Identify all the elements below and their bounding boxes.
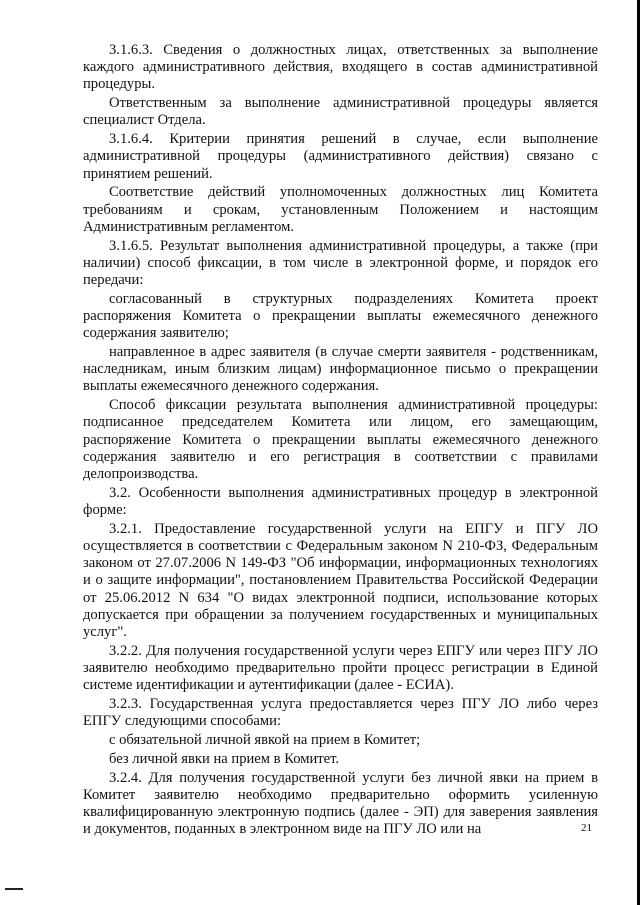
paragraph-compliance: Соответствие действий уполномоченных должностных лиц Комитета требованиям и срокам, установленным Положением и настоящим Административным регламентом. <box>83 184 598 235</box>
paragraph-with-visit: с обязательной личной явкой на прием в Комитет; <box>109 732 421 749</box>
page-number: 21 <box>581 822 592 834</box>
paragraph-3-2-4: 3.2.4. Для получения государственной услуги без личной явки на прием в Комитет заявителю необходимо предварительно оформить усиленную квалифицированную электронную подпись (далее - ЭП) для заверения заявления и документов, поданных в электронном виде на ПГУ ЛО или на <box>83 769 598 838</box>
paragraph-agreed-draft: согласованный в структурных подразделениях Комитета проект распоряжения Комитета о прекращении выплаты ежемесячного денежного содержания заявителю; <box>83 290 598 342</box>
document-body <box>83 42 598 840</box>
paragraph-3-1-6-4: 3.1.6.4. Критерии принятия решений в случае, если выполнение административной процедуры (административного действия) связано с принятием решений. <box>83 131 598 182</box>
paragraph-3-2: 3.2. Особенности выполнения административных процедур в электронной форме: <box>83 484 598 519</box>
paragraph-without-visit: без личной явки на прием в Комитет. <box>109 750 340 767</box>
scan-mark <box>5 880 23 890</box>
paragraph-3-2-2: 3.2.2. Для получения государственной услуги через ЕПГУ или через ПГУ ЛО заявителю необходимо предварительно пройти процесс регистрации в Единой системе идентификации и аутентификации (далее - ЕСИА). <box>83 642 598 694</box>
paragraph-3-2-1: 3.2.1. Предоставление государственной услуги на ЕПГУ и ПГУ ЛО осуществляется в соответствии с Федеральным законом N 210-ФЗ, Федеральным законом от 27.07.2006 N 149-ФЗ "Об информации, информационных технологиях и о защите информации", постановлением Правительства Российской Федерации от 25.06.2012 N 634 "О видах электронной подписи, использование которых допускается при обращении за получением государственных и муниципальных услуг". <box>83 520 598 641</box>
paragraph-3-1-6-3: 3.1.6.3. Сведения о должностных лицах, ответственных за выполнение каждого административного действия, входящего в состав административной процедуры. <box>83 42 598 93</box>
paragraph-sent-letter: направленное в адрес заявителя (в случае смерти заявителя - родственникам, наследникам, иным близким лицам) информационное письмо о прекращении выплаты ежемесячного денежного содержания. <box>83 344 598 395</box>
paragraph-3-2-3: 3.2.3. Государственная услуга предоставляется через ПГУ ЛО либо через ЕПГУ следующими способами: <box>83 696 598 730</box>
paragraph-fixation-method: Способ фиксации результата выполнения административной процедуры: подписанное председателем Комитета или лицом, его замещающим, распоряжение Комитета о прекращении выплаты ежемесячного денежного содержания заявителю и его регистрация в соответствии с правилами делопроизводства. <box>83 397 598 483</box>
paragraph-3-1-6-5: 3.1.6.5. Результат выполнения административной процедуры, а также (при наличии) способ фиксации, в том числе в электронной форме, и порядок его передачи: <box>83 237 598 289</box>
paragraph-responsible: Ответственным за выполнение административной процедуры является специалист Отдела. <box>83 95 598 129</box>
